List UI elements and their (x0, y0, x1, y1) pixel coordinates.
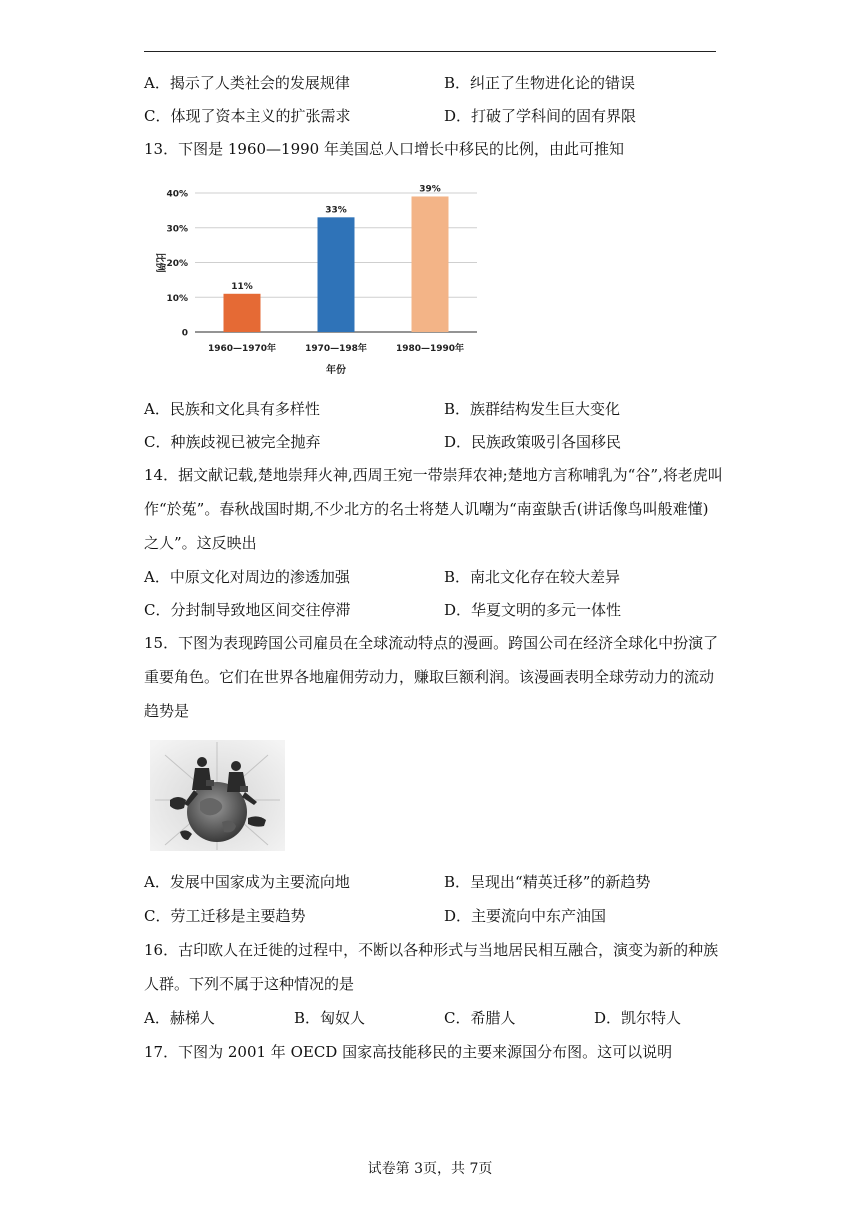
q15-stem-line-1: 15．下图为表现跨国公司雇员在全球流动特点的漫画。跨国公司在经济全球化中扮演了 (144, 634, 719, 652)
q12-option-d[interactable]: D．打破了学科间的固有界限 (444, 107, 637, 125)
q16-option-a[interactable]: A．赫梯人 (144, 1009, 215, 1027)
q12-option-a[interactable]: A．揭示了人类社会的发展规律 (144, 74, 350, 92)
y-axis-title: 比例 (154, 252, 165, 273)
x-tick-label: 1970—198年 (305, 344, 367, 354)
header-rule (144, 51, 716, 52)
q13-stem: 13．下图是 1960—1990 年美国总人口增长中移民的比例，由此可推知 (144, 140, 624, 158)
q13-option-c[interactable]: C．种族歧视已被完全抛弃 (144, 433, 321, 451)
q15-option-c[interactable]: C．劳工迁移是主要趋势 (144, 907, 306, 925)
q15-stem-line-2: 重要角色。它们在世界各地雇佣劳动力，赚取巨额利润。该漫画表明全球劳动力的流动 (144, 668, 715, 686)
q14-stem-line-3: 之人”。这反映出 (144, 534, 257, 552)
q15-option-a[interactable]: A．发展中国家成为主要流向地 (144, 873, 350, 891)
q14-option-c[interactable]: C．分封制导致地区间交往停滞 (144, 601, 351, 619)
chart-bar (412, 196, 449, 332)
labor-mobility-cartoon-image (150, 740, 285, 851)
q14-option-d[interactable]: D．华夏文明的多元一体性 (444, 601, 622, 619)
chart-bar (318, 217, 355, 332)
q15-stem-line-3: 趋势是 (144, 702, 190, 720)
bar-data-label: 33% (325, 205, 347, 216)
q16-option-c[interactable]: C．希腊人 (444, 1009, 516, 1027)
q13-option-a[interactable]: A．民族和文化具有多样性 (144, 400, 320, 418)
page-footer: 试卷第 3页，共 7页 (367, 1161, 493, 1177)
q16-option-b[interactable]: B．匈奴人 (294, 1009, 366, 1027)
q14-option-b[interactable]: B．南北文化存在较大差异 (444, 568, 621, 586)
q14-stem-line-1: 14．据文献记载,楚地崇拜火神,西周王宛一带崇拜农神;楚地方言称哺乳为“谷”,将老虎叫 (144, 466, 723, 484)
q16-option-d[interactable]: D．凯尔特人 (594, 1009, 682, 1027)
bar-data-label: 39% (419, 184, 441, 195)
bar-data-label: 11% (231, 281, 253, 292)
q17-stem: 17．下图为 2001 年 OECD 国家高技能移民的主要来源国分布图。这可以说明 (144, 1043, 673, 1061)
x-tick-label: 1980—1990年 (395, 344, 465, 354)
q14-option-a[interactable]: A．中原文化对周边的渗透加强 (144, 568, 350, 586)
q16-stem-line-2: 人群。下列不属于这种情况的是 (144, 975, 355, 993)
q14-stem-line-2: 作“於菟”。春秋战国时期,不少北方的名士将楚人讥嘲为“南蛮鴃舌(讲话像鸟叫般难懂) (144, 500, 709, 518)
q16-stem-line-1: 16．古印欧人在迁徙的过程中，不断以各种形式与当地居民相互融合，演变为新的种族 (144, 941, 719, 959)
x-tick-label: 1960—1970年 (207, 344, 277, 354)
q12-option-c[interactable]: C．体现了资本主义的扩张需求 (144, 107, 351, 125)
q15-option-b[interactable]: B．呈现出“精英迁移”的新趋势 (444, 873, 651, 891)
chart-bars (224, 196, 449, 332)
y-tick-label: 0 (181, 328, 188, 339)
q12-option-b[interactable]: B．纠正了生物进化论的错误 (444, 74, 636, 92)
y-tick-label: 30% (166, 224, 188, 235)
q15-option-d[interactable]: D．主要流向中东产油国 (444, 907, 607, 925)
q13-option-b[interactable]: B．族群结构发生巨大变化 (444, 400, 621, 418)
x-axis-title: 年份 (326, 365, 346, 376)
chart-bar (224, 294, 261, 332)
q13-option-d[interactable]: D．民族政策吸引各国移民 (444, 433, 622, 451)
immigration-bar-chart (140, 176, 490, 381)
y-tick-label: 40% (166, 189, 188, 200)
y-tick-label: 20% (166, 259, 188, 269)
y-tick-label: 10% (166, 293, 188, 304)
